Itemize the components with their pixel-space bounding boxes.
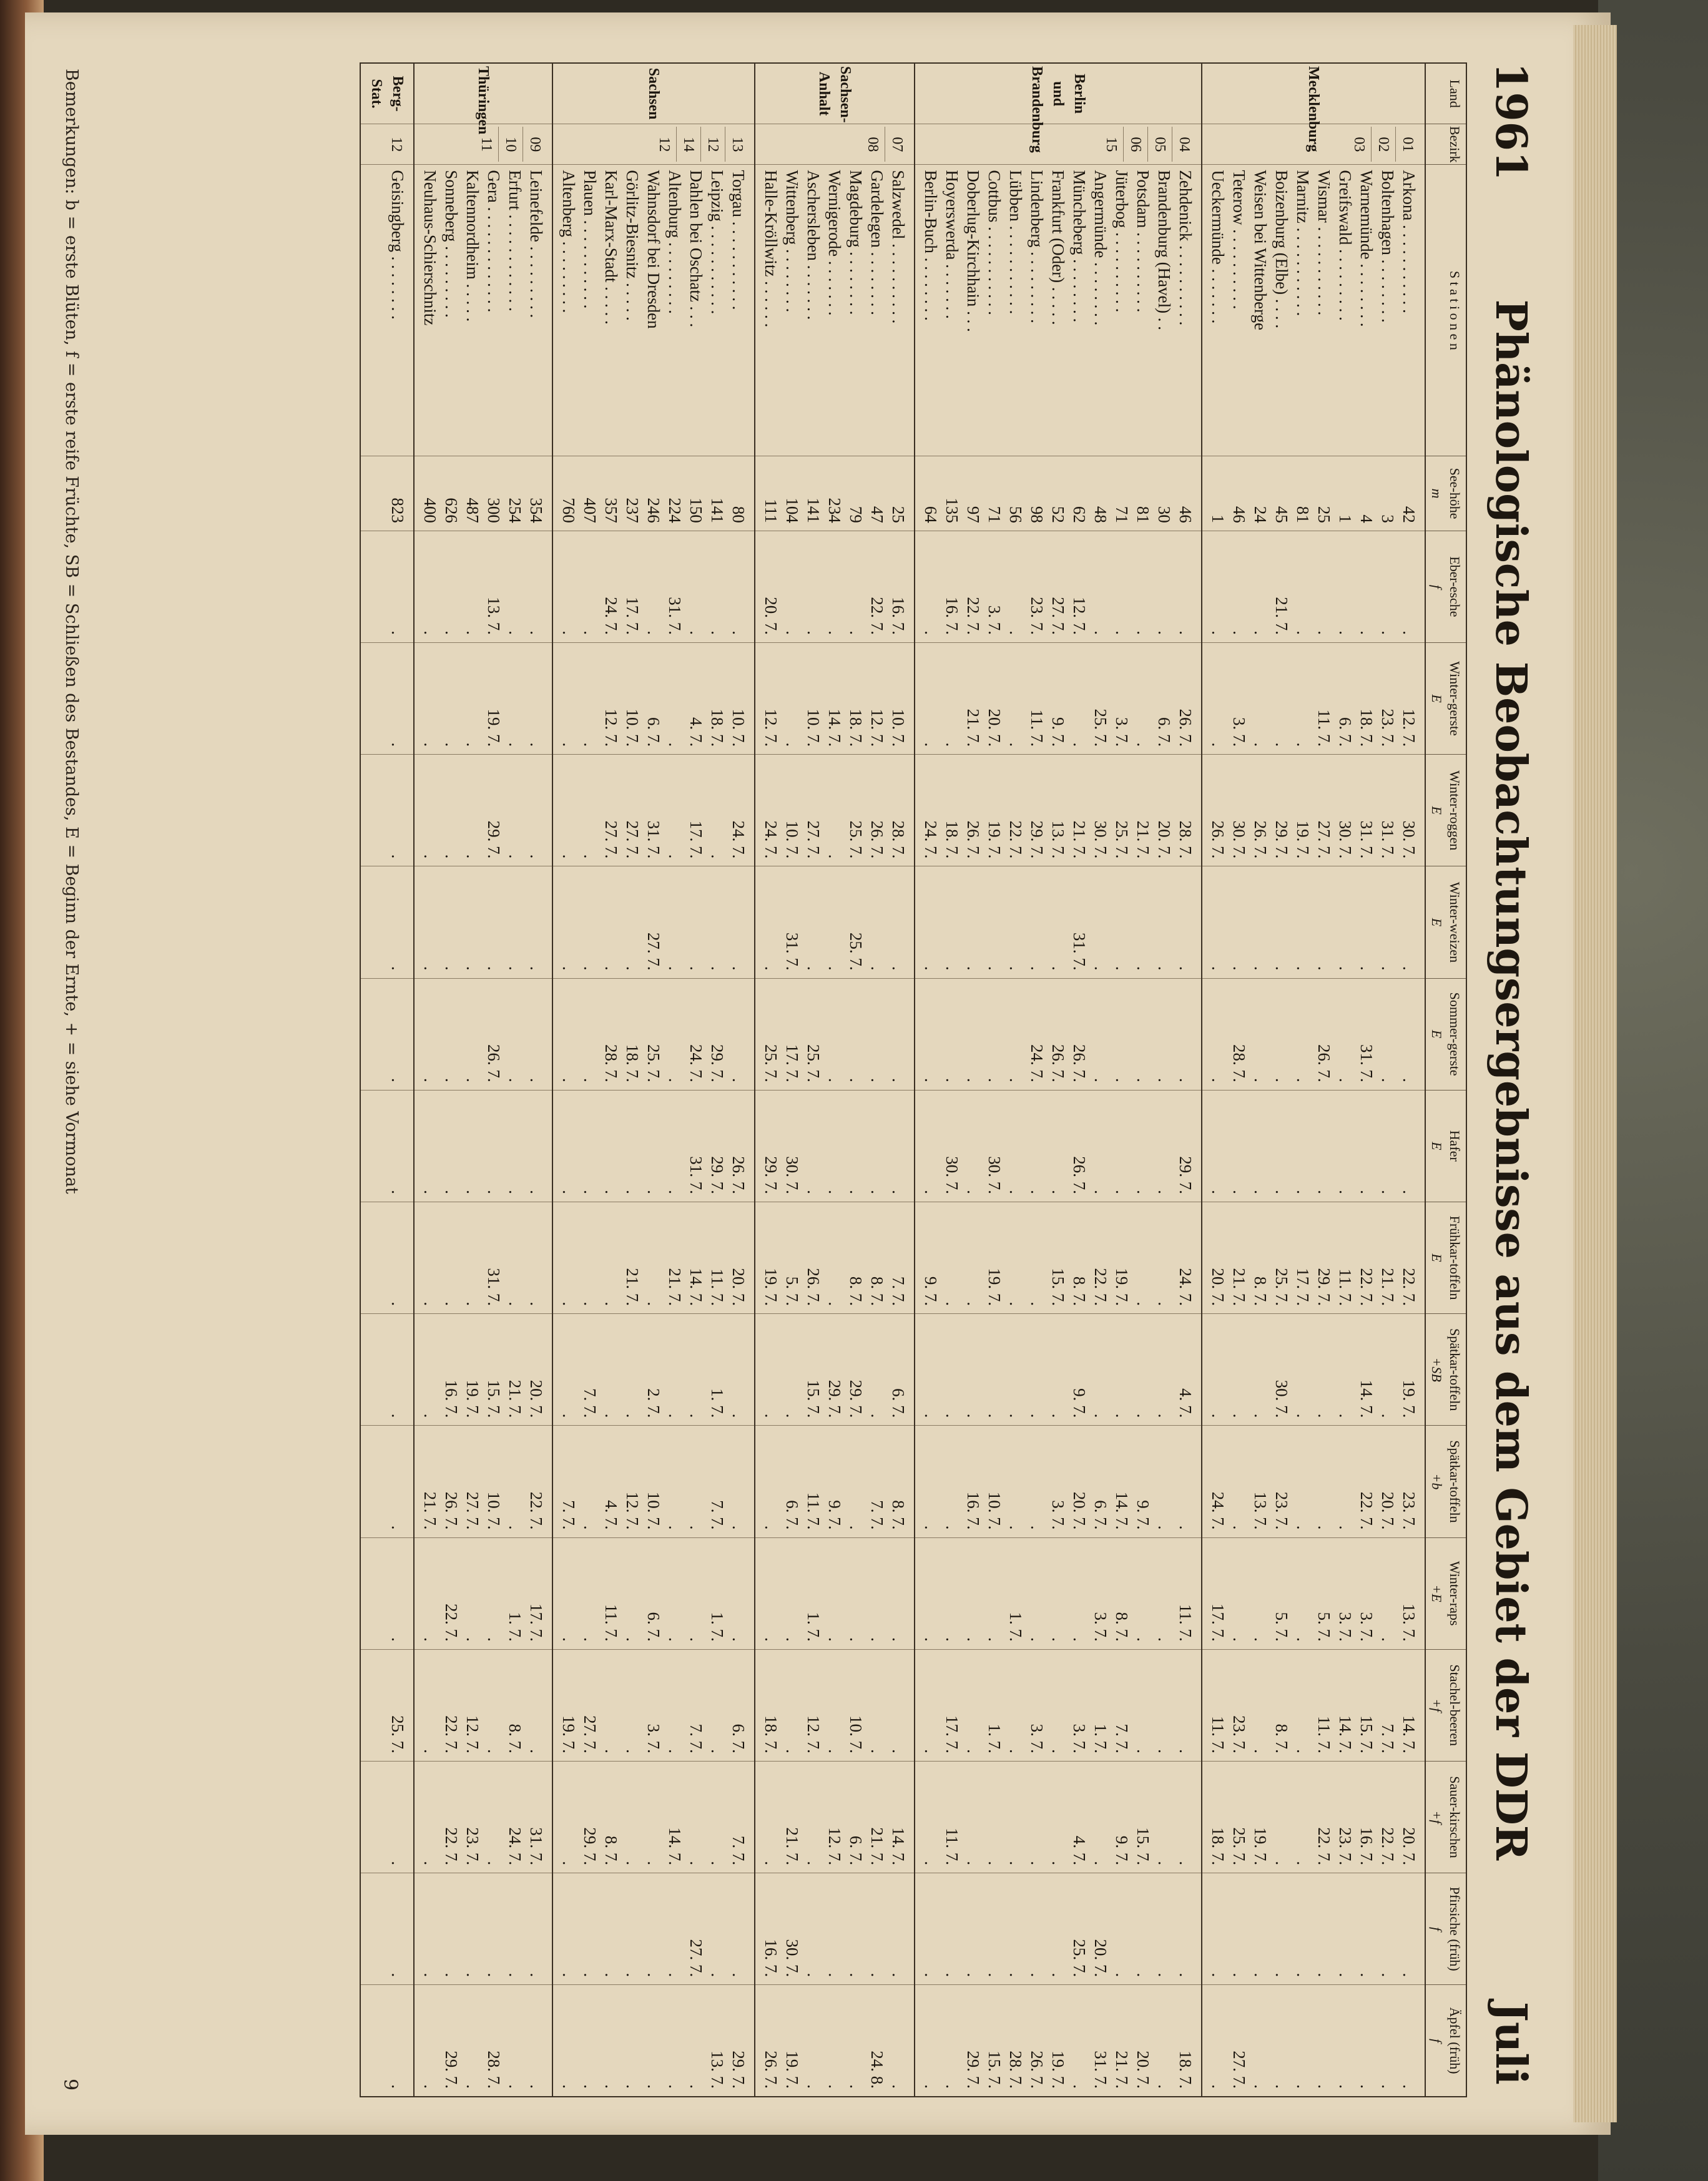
column-header bbox=[1425, 643, 1466, 755]
value-cell: . . . . . 31. 7. . . . . . . . bbox=[915, 866, 1202, 978]
value-cell: . bbox=[360, 755, 414, 866]
column-header-label: See-höhe bbox=[1447, 468, 1463, 519]
value-cell: 28. 7. 20. 7. 21. 7. 25. 7. 30. 7. 21. 7. 13. 7. 29. 7. 22. 7. 19. 7. 26. 7. 18. 7. 24. 7. bbox=[915, 755, 1202, 866]
value-cell: 823 bbox=[360, 456, 414, 531]
column-header-label: Hafer bbox=[1447, 1130, 1463, 1162]
value-cell: 7. 7. 8. 7. 8. 7. . 26. 7. 5. 7. 19. 7. bbox=[755, 1202, 915, 1313]
column-header-symbol: +f bbox=[1428, 1698, 1445, 1712]
bezirk-cell bbox=[360, 124, 414, 165]
column-header bbox=[1425, 1649, 1466, 1761]
value-cell: . . . 7. 7. 1. 7. 3. 7. . 3. 7. . 1. 7. . 17. 7. . bbox=[915, 1649, 1202, 1761]
column-header-symbol: +E bbox=[1428, 1584, 1445, 1602]
bezirk-code: 02 bbox=[1371, 127, 1395, 162]
value-cell: 25 47 79 234 141 104 111 bbox=[755, 456, 915, 531]
bezirk-code: 06 bbox=[1123, 127, 1147, 162]
value-cell: . . 26. 7. . . . bbox=[414, 978, 552, 1090]
value-cell: . . . . . 30. 7. 29. 7. bbox=[755, 1090, 915, 1202]
bezirk-code: 12 bbox=[655, 137, 672, 152]
value-cell: . . . . . . . . 27. 7. . bbox=[1202, 1985, 1425, 2097]
value-cell: 23. 7. 20. 7. 22. 7. . . . 23. 7. 13. 7. . 24. 7. bbox=[1202, 1426, 1425, 1537]
bezirk-code: 04 bbox=[1172, 127, 1196, 162]
value-cell: 354 254 300 487 626 400 bbox=[414, 456, 552, 531]
value-cell: 80 141 150 224 246 237 357 407 760 bbox=[552, 456, 755, 531]
value-cell: . . 13. 7. . . . bbox=[414, 531, 552, 642]
value-cell: . 1. 7. . . 2. 7. . . 7. 7. . bbox=[552, 1314, 755, 1426]
column-header-symbol: E bbox=[1428, 1142, 1445, 1150]
bezirk-code: 07 bbox=[885, 127, 909, 162]
value-cell: . . . . . 26. 7. 26. 7. 24. 7. . . . . . bbox=[915, 978, 1202, 1090]
stations-cell: Salzwedel . . . . . . . . . . Gardelegen . . . . . . . . Magdeburg . . . . . . . . Wernigerode . . . . . . . Aschersleben . . . . . . . Wittenberg . . . . . . . . Halle-Kröllwitz . . . . . . bbox=[755, 165, 915, 456]
column-header bbox=[1425, 456, 1466, 531]
column-header-symbol: f bbox=[1428, 2039, 1445, 2043]
value-cell: . . 9. 7. 14. 7. 6. 7. 20. 7. 3. 7. . . 10. 7. 16. 7. . . bbox=[915, 1426, 1202, 1537]
value-cell: . . . . . 30. 7. 16. 7. bbox=[755, 1873, 915, 1985]
value-cell: . 29. 7. 24. 7. . 25. 7. 18. 7. 28. 7. . . bbox=[552, 978, 755, 1090]
table-row bbox=[360, 63, 414, 2097]
column-header bbox=[1425, 165, 1466, 456]
value-cell: . bbox=[360, 1090, 414, 1202]
value-cell: . . 15. 7. 9. 7. . 4. 7. . . . . . 11. 7. . bbox=[915, 1761, 1202, 1873]
column-header-symbol: +b bbox=[1428, 1473, 1445, 1490]
column-header-symbol: E bbox=[1428, 918, 1445, 927]
value-cell: . 1. 7. . . 6. 7. . 11. 7. . . bbox=[552, 1537, 755, 1649]
value-cell: 12. 7. 23. 7. 18. 7. 6. 7. 11. 7. . . . 3. 7. . bbox=[1202, 643, 1425, 755]
value-cell: . bbox=[360, 1537, 414, 1649]
value-cell: 13. 7. . 3. 7. 3. 7. 5. 7. . 5. 7. . . 17. 7. bbox=[1202, 1537, 1425, 1649]
column-header-label: Spätkar-toffeln bbox=[1447, 1440, 1463, 1523]
page-year: 1961 bbox=[1486, 62, 1536, 181]
value-cell: 24. 7. . . 19. 7. 22. 7. 8. 7. 15. 7. . . 19. 7. . . 9. 7. bbox=[915, 1202, 1202, 1313]
bezirk-code: 03 bbox=[1350, 137, 1367, 152]
stations-cell: Leinefelde . . . . . . . . . Erfurt . . . . . . . . . . . . Gera . . . . . . . . . . . . . Kaltennordheim . . . . . Sonneberg . . . . . . . . . Neuhaus-Schierschnitz bbox=[414, 165, 552, 456]
column-header bbox=[1425, 1426, 1466, 1537]
land-cell: Mecklenburg bbox=[1202, 63, 1425, 124]
value-cell: . . 28. 7. . 29. 7. . bbox=[414, 1985, 552, 2097]
value-cell: 26. 7. 29. 7. 31. 7. . . . . . . bbox=[552, 1090, 755, 1202]
column-header bbox=[1425, 1985, 1466, 2097]
value-cell: . . . . 25. 7. 17. 7. 25. 7. bbox=[755, 978, 915, 1090]
value-cell: 18. 7. . 20. 7. 21. 7. 31. 7. . 19. 7. 26. 7. 28. 7. 15. 7. 29. 7. . . bbox=[915, 1985, 1202, 2097]
value-cell: 25. 7. bbox=[360, 1649, 414, 1761]
value-cell: . . 25. 7. . . 31. 7. . bbox=[755, 866, 915, 978]
value-cell: . . . . . . bbox=[414, 1873, 552, 1985]
value-cell: . . . . . . . . . . bbox=[1202, 866, 1425, 978]
column-header bbox=[1425, 1761, 1466, 1873]
column-header bbox=[1425, 124, 1466, 165]
value-cell: 30. 7. 31. 7. 31. 7. 30. 7. 27. 7. 19. 7. 29. 7. 26. 7. 30. 7. 26. 7. bbox=[1202, 755, 1425, 866]
value-cell: 4. 7. . . . . 9. 7. . . . . . . . bbox=[915, 1314, 1202, 1426]
value-cell: . . . . . . bbox=[414, 866, 552, 978]
value-cell: 6. 7. . 7. 7. . 3. 7. . . 27. 7. 19. 7. bbox=[552, 1649, 755, 1761]
column-header-label: Stachel-beeren bbox=[1447, 1664, 1463, 1747]
bezirk-cell bbox=[915, 124, 1202, 165]
value-cell: 31. 7. 24. 7. . 23. 7. 22. 7. . bbox=[414, 1761, 552, 1873]
bezirk-code: 15 bbox=[1102, 137, 1119, 152]
value-cell: . . . . . . . . . . bbox=[1202, 1873, 1425, 1985]
column-header bbox=[1425, 1202, 1466, 1313]
column-header-symbol: E bbox=[1428, 1029, 1445, 1039]
column-header-label: S t a t i o n e n bbox=[1447, 270, 1463, 350]
table-row bbox=[552, 63, 755, 2097]
bezirk-code: 10 bbox=[498, 127, 523, 162]
value-cell: 16. 7. 22. 7. . . . . 20. 7. bbox=[755, 531, 915, 642]
column-header bbox=[1425, 1537, 1466, 1649]
column-header-label: Bezirk bbox=[1447, 125, 1463, 163]
value-cell: . bbox=[360, 866, 414, 978]
value-cell: . bbox=[360, 1985, 414, 2097]
land-cell: Sachsen bbox=[552, 63, 755, 124]
value-cell: . . . . 27. 7. . . . . bbox=[552, 866, 755, 978]
value-cell: 6. 7. . 29. 7. 29. 7. 15. 7. . . bbox=[755, 1314, 915, 1426]
value-cell: 22. 7. . 10. 7. 27. 7. 26. 7. 21. 7. bbox=[414, 1426, 552, 1537]
bezirk-code: 05 bbox=[1147, 127, 1172, 162]
column-header-label: Sauer-kirschen bbox=[1447, 1776, 1463, 1858]
page-edges bbox=[1573, 25, 1617, 2122]
column-header bbox=[1425, 531, 1466, 642]
page-number: 9 bbox=[59, 2079, 81, 2091]
value-cell: . bbox=[360, 643, 414, 755]
column-header bbox=[1425, 978, 1466, 1090]
value-cell: . . . . . . . . . . bbox=[1202, 1090, 1425, 1202]
value-cell: . bbox=[360, 978, 414, 1090]
value-cell: . . . . 20. 7. 25. 7. . . . . . . . bbox=[915, 1873, 1202, 1985]
value-cell: 8. 7. 7. 7. . 9. 7. 11. 7. 6. 7. . bbox=[755, 1426, 915, 1537]
value-cell: . . . . 1. 7. . . bbox=[755, 1537, 915, 1649]
column-header-label: Frühkar-toffeln bbox=[1447, 1215, 1463, 1300]
page-title: Phänologische Beobachtungsergebnisse aus dem Gebiet der DDR bbox=[1486, 299, 1536, 1861]
column-header-symbol: +f bbox=[1428, 1810, 1445, 1824]
value-cell: . . 19. 7. . . . bbox=[414, 643, 552, 755]
value-cell: 29. 7. . . . . 26. 7. . . . 30. 7. . 30. 7. . bbox=[915, 1090, 1202, 1202]
stations-cell: Arkona . . . . . . . . . . . Boltenhagen . . . . . . . . Warnemünde . . . . . . . . Greifswald . . . . . . . . . Wismar . . . . . . . . . . . Marnitz . . . . . . . . . . . Boizenburg (Elbe) . . . . Weisen bei Wittenberge Teterow . . . . . . . . . . Ueckermünde . . . . . . . bbox=[1202, 165, 1425, 456]
column-header-label: Äpfel (früh) bbox=[1447, 2007, 1463, 2074]
column-header-symbol: m bbox=[1428, 488, 1445, 499]
bezirk-code: 12 bbox=[388, 137, 405, 152]
column-header-symbol: E bbox=[1428, 1253, 1445, 1262]
bezirk-cell bbox=[552, 124, 755, 165]
stations-cell: Torgau . . . . . . . . . . . Leipzig . . . . . . . . . . . Dahlen bei Oschatz . . . Altenburg . . . . . . . . . Wahnsdorf bei Dresden Görlitz-Biesnitz . . . . . Karl-Marx-Stadt . . . . . Plauen . . . . . . . . . . . Altenberg . . . . . . . . . bbox=[552, 165, 755, 456]
column-header-label: Pfirsiche (früh) bbox=[1447, 1886, 1463, 1971]
value-cell: . . 27. 7. . . . . . . bbox=[552, 1873, 755, 1985]
bezirk-code: 12 bbox=[700, 127, 725, 162]
value-cell: . bbox=[360, 1873, 414, 1985]
value-cell: 26. 7. 6. 7. . 3. 7. 25. 7. . 9. 7. 11. 7. . 20. 7. 21. 7. . . bbox=[915, 643, 1202, 755]
value-cell: . 24. 8. . . . 19. 7. 26. 7. bbox=[755, 1985, 915, 2097]
value-cell: 11. 7. . . 8. 7. 3. 7. . . . 1. 7. . . . . bbox=[915, 1537, 1202, 1649]
column-header-label: Winter-roggen bbox=[1447, 770, 1463, 851]
value-cell: 22. 7. 21. 7. 22. 7. 11. 7. 29. 7. 17. 7. 25. 7. 8. 7. 21. 7. 20. 7. bbox=[1202, 1202, 1425, 1313]
land-cell: Berlin und Brandenburg bbox=[915, 63, 1202, 124]
value-cell: . . 29. 7. . . . bbox=[414, 755, 552, 866]
value-cell: 42 3 4 1 25 81 45 24 46 1 bbox=[1202, 456, 1425, 531]
value-cell: . 8. 7. . 12. 7. 22. 7. . bbox=[414, 1649, 552, 1761]
bezirk-code: 14 bbox=[676, 127, 700, 162]
column-header-symbol: +SB bbox=[1428, 1357, 1445, 1382]
stations-cell: Geisingberg . . . . . . . . bbox=[360, 165, 414, 456]
column-header-label: Winter-gerste bbox=[1447, 661, 1463, 736]
column-header-label: Winter-raps bbox=[1447, 1561, 1463, 1626]
table-header-row bbox=[1425, 63, 1466, 2097]
value-cell: . . 10. 7. . 12. 7. . 18. 7. bbox=[755, 1649, 915, 1761]
column-header-symbol: E bbox=[1428, 806, 1445, 815]
value-cell: 7. 7. . . 14. 7. . . 8. 7. 29. 7. . bbox=[552, 1761, 755, 1873]
value-cell: 19. 7. . 14. 7. . . . 30. 7. . . . bbox=[1202, 1314, 1425, 1426]
table-row bbox=[915, 63, 1202, 2097]
column-header-label: Eber-esche bbox=[1447, 556, 1463, 617]
value-cell: . bbox=[360, 1314, 414, 1426]
column-header-label: Spätkar-toffeln bbox=[1447, 1328, 1463, 1411]
column-header bbox=[1425, 63, 1466, 124]
column-header bbox=[1425, 1090, 1466, 1202]
column-header-symbol: E bbox=[1428, 694, 1445, 703]
stations-cell: Zehdenick . . . . . . . . . . Brandenburg (Havel) . . Potsdam . . . . . . . . . . Jüterbog . . . . . . . . . . Angermünde . . . . . . . . Müncheberg . . . . . . . . Frankfurt (Oder) . . . . . Lindenberg . . . . . . . . . Lübben . . . . . . . . . . . Cottbus . . . . . . . . . . . Doberlug-Kirchhain . . . Hoyerswerda . . . . . . . Berlin-Buch . . . . . . . . bbox=[915, 165, 1202, 456]
value-cell: . . . 31. 7. . 17. 7. 24. 7. . . bbox=[552, 531, 755, 642]
bezirk-code: 11 bbox=[478, 137, 494, 152]
value-cell: . . . . . . 21. 7. . . . bbox=[1202, 531, 1425, 642]
value-cell: 20. 7. 11. 7. 14. 7. 21. 7. . 21. 7. . . . bbox=[552, 1202, 755, 1313]
value-cell: . bbox=[360, 1761, 414, 1873]
column-header bbox=[1425, 755, 1466, 866]
value-cell: . bbox=[360, 1426, 414, 1537]
value-cell: 17. 7. 1. 7. . . 22. 7. . bbox=[414, 1537, 552, 1649]
bezirk-code: 08 bbox=[864, 137, 881, 152]
table-row bbox=[755, 63, 915, 2097]
land-cell: Thüringen bbox=[414, 63, 552, 124]
value-cell: . bbox=[360, 1202, 414, 1313]
land-cell: Sachsen-Anhalt bbox=[755, 63, 915, 124]
column-header bbox=[1425, 1873, 1466, 1985]
value-cell: 20. 7. 21. 7. 15. 7. 19. 7. 16. 7. . bbox=[414, 1314, 552, 1426]
observation-table bbox=[360, 62, 1467, 2097]
value-cell: . bbox=[360, 531, 414, 642]
column-header bbox=[1425, 1314, 1466, 1426]
bezirk-code: 13 bbox=[725, 127, 749, 162]
value-cell: 14. 7. 7. 7. 15. 7. 14. 7. 11. 7. . 8. 7. . 23. 7. 11. 7. bbox=[1202, 1649, 1425, 1761]
page-month: Juli bbox=[1486, 2001, 1536, 2085]
column-header-label: Winter-weizen bbox=[1447, 881, 1463, 963]
value-cell: 24. 7. . 17. 7. . 31. 7. 27. 7. 27. 7. . . bbox=[552, 755, 755, 866]
value-cell: 29. 7. 13. 7. . . . . . . . bbox=[552, 1985, 755, 2097]
value-cell: 20. 7. 22. 7. 16. 7. 23. 7. 22. 7. . . 19. 7. 25. 7. 18. 7. bbox=[1202, 1761, 1425, 1873]
column-header bbox=[1425, 866, 1466, 978]
bezirk-cell bbox=[755, 124, 915, 165]
value-cell: 14. 7. 21. 7. 6. 7. 12. 7. . 21. 7. . bbox=[755, 1761, 915, 1873]
land-cell: Berg-Stat. bbox=[360, 63, 414, 124]
table-row bbox=[1202, 63, 1425, 2097]
column-header-label: Land bbox=[1447, 79, 1463, 108]
bezirk-code: 01 bbox=[1395, 127, 1420, 162]
value-cell: . 7. 7. . . 10. 7. 12. 7. 4. 7. . 7. 7. bbox=[552, 1426, 755, 1537]
rotated-sheet bbox=[37, 50, 1536, 2110]
value-cell: . . 31. 7. . 26. 7. . . . 28. 7. . bbox=[1202, 978, 1425, 1090]
value-cell: 28. 7. 26. 7. 25. 7. . 27. 7. 10. 7. 24. 7. bbox=[755, 755, 915, 866]
value-cell: . . . . . 12. 7. 27. 7. 23. 7. . 3. 7. 22. 7. 16. 7. . bbox=[915, 531, 1202, 642]
value-cell: . . . . . . bbox=[414, 1090, 552, 1202]
column-header-symbol: f bbox=[1428, 1927, 1445, 1931]
table-row bbox=[414, 63, 552, 2097]
column-header-label: Sommer-gerste bbox=[1447, 992, 1463, 1076]
value-cell: 46 30 81 71 48 62 52 98 56 71 97 135 64 bbox=[915, 456, 1202, 531]
footnote: Bemerkungen: b = erste Blüten, f = erste reife Früchte, SB = Schließen des Bestandes, E = Beginn der Ernte, + = siehe Vormonat bbox=[62, 69, 81, 1194]
value-cell: 10. 7. 18. 7. 4. 7. . 6. 7. 10. 7. 12. 7. . . bbox=[552, 643, 755, 755]
value-cell: 10. 7. 12. 7. 18. 7. 14. 7. 10. 7. . 12. 7. bbox=[755, 643, 915, 755]
bezirk-code: 09 bbox=[523, 127, 547, 162]
value-cell: . . 31. 7. . . . bbox=[414, 1202, 552, 1313]
column-header-symbol: f bbox=[1428, 584, 1445, 589]
